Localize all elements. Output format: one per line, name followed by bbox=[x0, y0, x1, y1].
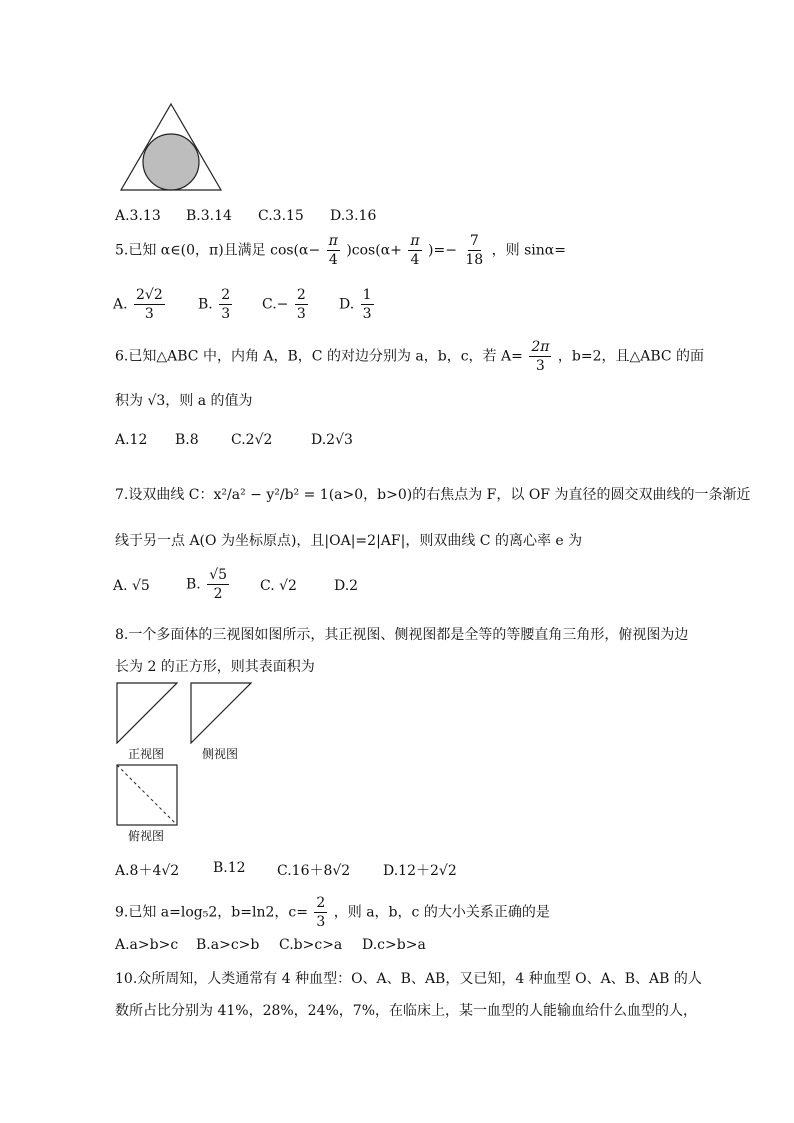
top-view-caption: 俯视图 bbox=[128, 829, 165, 843]
q8-option-b: B.12 bbox=[213, 860, 246, 876]
q5-stem-part-d: ，则 sinα= bbox=[491, 242, 566, 259]
q5-stem-part-a: 5.已知 α∈(0，π)且满足 cos(α− bbox=[115, 242, 321, 259]
q9-option-b: B.a>c>b bbox=[196, 937, 260, 953]
q6-option-a: A.12 bbox=[115, 432, 148, 448]
q4-option-a: A.3.13 bbox=[115, 208, 161, 224]
q5-frac-3: $\frac{7}{18}$ bbox=[465, 233, 484, 268]
q5-stem-part-c: )=− bbox=[428, 242, 457, 259]
side-view-caption: 侧视图 bbox=[202, 747, 239, 761]
q7-option-d: D.2 bbox=[334, 578, 359, 594]
q10-stem-line-1: 10.众所周知，人类通常有 4 种血型：O、A、B、AB，又已知，4 种血型 O、A、B、AB 的人 bbox=[115, 971, 702, 987]
q6-option-c: C.2√2 bbox=[231, 432, 273, 448]
q6-option-d: D.2√3 bbox=[311, 432, 353, 448]
q8-option-a: A.8＋4√2 bbox=[115, 863, 180, 879]
q9-option-c: C.b>c>a bbox=[279, 937, 343, 953]
q7-stem-line-2: 线于另一点 A(O 为坐标原点)，且|OA|=2|AF|，则双曲线 C 的离心率 e 为 bbox=[115, 533, 583, 549]
top-view-figure bbox=[116, 764, 178, 826]
q6-stem-line-2: 积为 √3，则 a 的值为 bbox=[115, 393, 253, 409]
q4-option-b: B.3.14 bbox=[186, 208, 232, 224]
q8-stem-line-1: 8.一个多面体的三视图如图所示，其正视图、侧视图都是全等的等腰直角三角形，俯视图为边 bbox=[115, 627, 689, 643]
q5-option-b: B. $\frac{2}{3}$ bbox=[198, 287, 231, 322]
front-view-figure bbox=[116, 682, 178, 744]
q5-option-a: A. $\frac{2√2}{3}$ bbox=[113, 287, 163, 322]
q5-frac-1: $\frac{\pi}{4}$ bbox=[328, 233, 338, 268]
triangle-incircle-figure bbox=[119, 102, 223, 192]
q8-option-d: D.12＋2√2 bbox=[383, 863, 457, 879]
q5-stem bbox=[115, 232, 566, 269]
front-view-caption: 正视图 bbox=[128, 747, 165, 761]
q7-option-b: B. $\frac{√5}{2}$ bbox=[186, 567, 228, 602]
q10-stem-line-2: 数所占比分别为 41%，28%，24%，7%，在临床上，某一血型的人能输血给什么血型的人， bbox=[115, 1003, 698, 1019]
q6-stem-line-1: 6.已知△ABC 中，内角 A，B，C 的对边分别为 a，b，c，若 A= $\frac{2\pi}{3}$ ，b=2，且△ABC 的面 bbox=[115, 339, 705, 374]
q9-option-a: A.a>b>c bbox=[115, 937, 179, 953]
q5-option-d: D. $\frac{1}{3}$ bbox=[339, 287, 372, 322]
q9-stem: 9.已知 a=log₅2，b=ln2，c= $\frac{2}{3}$ ，则 a，b，c 的大小关系正确的是 bbox=[115, 895, 550, 930]
q5-option-c: C.− $\frac{2}{3}$ bbox=[262, 287, 306, 322]
q7-option-c: C. √2 bbox=[260, 578, 297, 594]
q4-option-d: D.3.16 bbox=[330, 208, 377, 224]
q9-option-d: D.c>b>a bbox=[362, 937, 426, 953]
q4-option-c: C.3.15 bbox=[258, 208, 304, 224]
q7-option-a: A. √5 bbox=[113, 578, 150, 594]
q8-option-c: C.16＋8√2 bbox=[277, 863, 351, 879]
q8-stem-line-2: 长为 2 的正方形，则其表面积为 bbox=[115, 659, 315, 675]
q5-frac-2: $\frac{\pi}{4}$ bbox=[410, 233, 420, 268]
q6-option-b: B.8 bbox=[175, 432, 199, 448]
side-view-figure bbox=[190, 682, 252, 744]
q7-stem-line-1: 7.设双曲线 C：x²/a² − y²/b² = 1(a>0，b>0)的右焦点为 F，以 OF 为直径的圆交双曲线的一条渐近 bbox=[115, 487, 751, 503]
inscribed-circle bbox=[143, 134, 199, 190]
q5-stem-part-b: )cos(α+ bbox=[346, 242, 402, 259]
